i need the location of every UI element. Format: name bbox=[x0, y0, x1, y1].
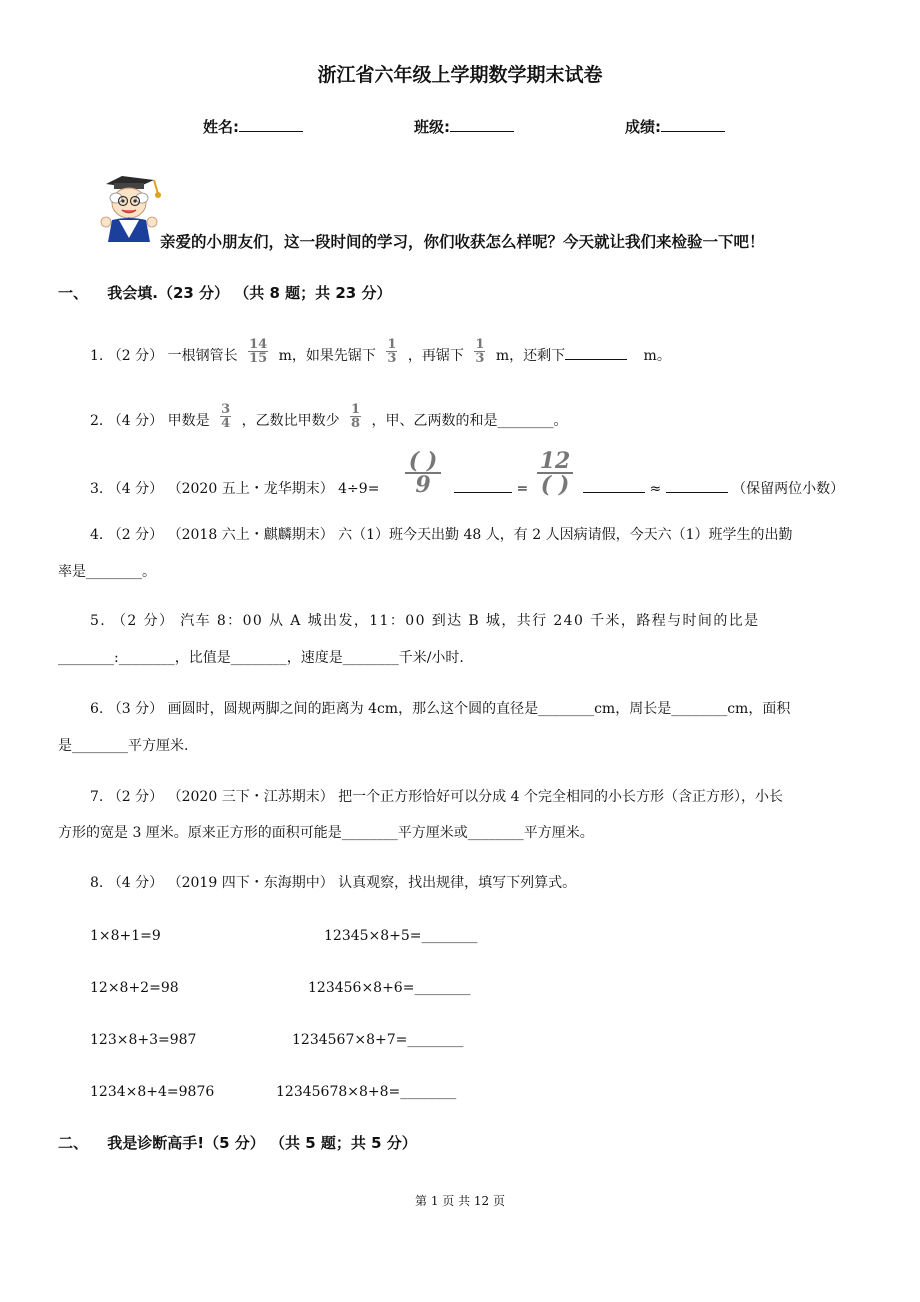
q3-frac1-den: 9 bbox=[405, 472, 441, 496]
q1-suffix: m。 bbox=[643, 348, 671, 364]
q3-frac2-den: ( ) bbox=[537, 472, 573, 496]
q2-prefix: 2. （4 分） 甲数是 bbox=[90, 413, 210, 429]
question-8: 8. （4 分） （2019 四下・东海期中） 认真观察，找出规律，填写下列算式。 bbox=[90, 875, 577, 891]
question-5-line-1: 5. （2 分） 汽车 8：00 从 A 城出发，11：00 到达 B 城，共行 240 千米，路程与时间的比是 bbox=[90, 613, 760, 629]
name-label: 姓名: bbox=[203, 118, 239, 136]
q1-frac2-den: 3 bbox=[387, 351, 397, 366]
greeting-text: 亲爱的小朋友们，这一段时间的学习，你们收获怎么样呢？今天就让我们来检验一下吧！ bbox=[160, 233, 765, 251]
q1-answer-blank[interactable] bbox=[565, 346, 627, 360]
class-field[interactable] bbox=[414, 116, 514, 137]
section-1-heading bbox=[58, 282, 391, 303]
q3-fraction-b bbox=[537, 450, 573, 496]
q1-frac2-num: 1 bbox=[387, 337, 397, 352]
q2-suffix: ，甲、乙两数的和是________。 bbox=[371, 413, 568, 429]
question-2 bbox=[90, 402, 568, 434]
q1-frac1-den: 15 bbox=[249, 351, 268, 366]
class-blank[interactable] bbox=[450, 117, 514, 132]
q8-exercise-1[interactable]: 12345×8+5=________ bbox=[324, 928, 478, 944]
q1-mid2: ，再锯下 bbox=[407, 348, 464, 364]
q2-frac2-num: 1 bbox=[351, 402, 361, 417]
section-1-number: 一、 bbox=[58, 284, 89, 302]
q3-fraction-a bbox=[405, 450, 441, 496]
question-5-line-2: ________:________，比值是________，速度是________千米/小时. bbox=[58, 650, 464, 666]
q8-example-4: 1234×8+4=9876 bbox=[90, 1084, 215, 1100]
page-title: 浙江省六年级上学期数学期末试卷 bbox=[317, 64, 603, 86]
section-2-title: 我是诊断高手!（5 分） （共 5 题；共 5 分） bbox=[107, 1134, 417, 1152]
q1-mid1: m，如果先锯下 bbox=[278, 348, 376, 364]
q3-blank-1[interactable] bbox=[454, 479, 512, 493]
q1-frac1-num: 14 bbox=[249, 337, 268, 352]
doctor-mascot-icon bbox=[92, 170, 170, 248]
q2-frac1-num: 3 bbox=[221, 402, 231, 417]
q8-exercise-3[interactable]: 1234567×8+7=________ bbox=[292, 1032, 464, 1048]
q3-equals: = bbox=[516, 481, 529, 497]
q3-approx: ≈ bbox=[649, 481, 662, 497]
q1-prefix: 1. （2 分） 一根钢管长 bbox=[90, 348, 238, 364]
q1-fraction-first-cut bbox=[386, 339, 397, 365]
q1-frac3-num: 1 bbox=[475, 337, 485, 352]
section-1-title: 我会填.（23 分） （共 8 题；共 23 分） bbox=[107, 284, 392, 302]
q8-example-1: 1×8+1=9 bbox=[90, 928, 161, 944]
page-footer: 第 1 页 共 12 页 bbox=[415, 1194, 505, 1208]
q1-fraction-length bbox=[248, 339, 268, 365]
q1-mid3: m，还剩下 bbox=[495, 348, 566, 364]
q3-frac2-num: 12 bbox=[539, 448, 571, 474]
q2-fraction-a bbox=[220, 404, 231, 430]
question-6-line-1: 6. （3 分） 画圆时，圆规两脚之间的距离为 4cm，那么这个圆的直径是________cm，周长是________cm，面积 bbox=[90, 701, 791, 717]
name-blank[interactable] bbox=[239, 117, 303, 132]
q8-exercise-2[interactable]: 123456×8+6=________ bbox=[308, 980, 471, 996]
q8-example-3: 123×8+3=987 bbox=[90, 1032, 197, 1048]
q3-blank-row-1 bbox=[454, 479, 528, 499]
q1-fraction-second-cut bbox=[474, 339, 485, 365]
q3-blank-3[interactable] bbox=[666, 479, 728, 493]
question-7-line-1: 7. （2 分） （2020 三下・江苏期末） 把一个正方形恰好可以分成 4 个完全相同的小长方形（含正方形），小长 bbox=[90, 789, 783, 805]
section-2-number: 二、 bbox=[58, 1134, 89, 1152]
q8-exercise-4[interactable]: 12345678×8+8=________ bbox=[276, 1084, 457, 1100]
q2-frac2-den: 8 bbox=[351, 416, 361, 431]
question-3-prefix: 3. （4 分） （2020 五上・龙华期末） 4÷9= bbox=[90, 481, 380, 497]
section-2-heading bbox=[58, 1132, 417, 1153]
q1-frac3-den: 3 bbox=[475, 351, 485, 366]
q3-frac1-num: ( ) bbox=[408, 448, 438, 474]
question-7-line-2: 方形的宽是 3 厘米。原来正方形的面积可能是________平方厘米或________平方厘米。 bbox=[58, 825, 594, 841]
score-field[interactable] bbox=[625, 116, 725, 137]
q8-example-2: 12×8+2=98 bbox=[90, 980, 179, 996]
question-4-line-1: 4. （2 分） （2018 六上・麒麟期末） 六（1）班今天出勤 48 人，有 2 人因病请假，今天六（1）班学生的出勤 bbox=[90, 527, 793, 543]
question-1 bbox=[90, 337, 671, 369]
q2-frac1-den: 4 bbox=[221, 416, 231, 431]
q2-mid: ，乙数比甲数少 bbox=[241, 413, 340, 429]
q3-blank-2[interactable] bbox=[583, 479, 645, 493]
q3-blank-row-2 bbox=[583, 479, 844, 499]
q2-fraction-b bbox=[350, 404, 361, 430]
name-field[interactable] bbox=[203, 116, 303, 137]
question-6-line-2: 是________平方厘米. bbox=[58, 738, 189, 754]
score-blank[interactable] bbox=[661, 117, 725, 132]
q3-suffix: （保留两位小数） bbox=[732, 481, 845, 497]
question-4-line-2: 率是________。 bbox=[58, 564, 156, 580]
class-label: 班级: bbox=[414, 118, 450, 136]
score-label: 成绩: bbox=[625, 118, 661, 136]
